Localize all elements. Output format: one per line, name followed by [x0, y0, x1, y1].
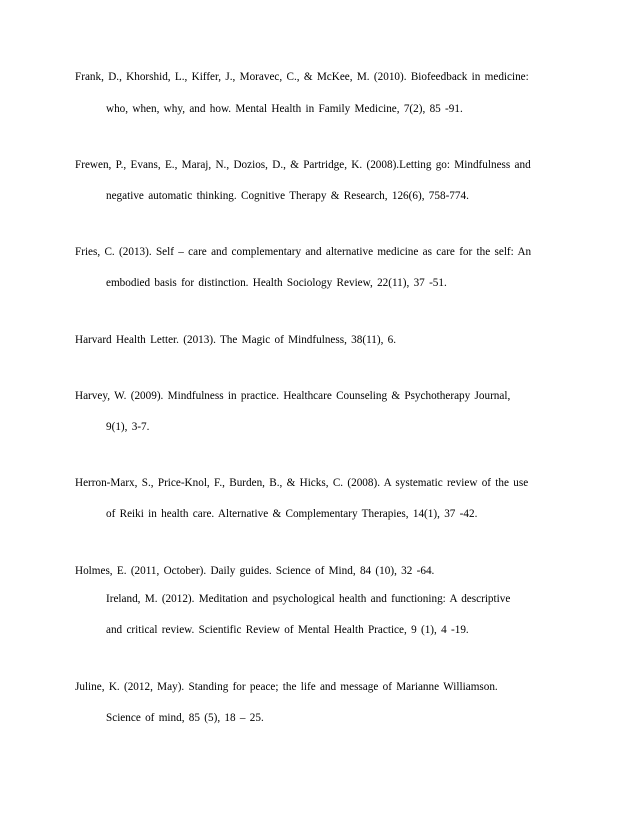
reference-line: Holmes, E. (2011, October). Daily guides. Science of Mind, 84 (10), 32 -64.: [75, 565, 435, 577]
reference-line: of Reiki in health care. Alternative & Complementary Therapies, 14(1), 37 -42.: [106, 508, 478, 520]
reference-line: Science of mind, 85 (5), 18 – 25.: [106, 712, 264, 724]
reference-line: Ireland, M. (2012). Meditation and psychological health and functioning: A descriptive: [106, 593, 511, 605]
reference-line: Frank, D., Khorshid, L., Kiffer, J., Moravec, C., & McKee, M. (2010). Biofeedback in medicine:: [75, 71, 529, 83]
reference-line: 9(1), 3-7.: [106, 421, 150, 433]
reference-line: and critical review. Scientific Review of Mental Health Practice, 9 (1), 4 -19.: [106, 624, 469, 636]
reference-line: negative automatic thinking. Cognitive Therapy & Research, 126(6), 758-774.: [106, 190, 469, 202]
reference-line: embodied basis for distinction. Health Sociology Review, 22(11), 37 -51.: [106, 277, 447, 289]
reference-line: Fries, C. (2013). Self – care and complementary and alternative medicine as care for the self: An: [75, 246, 532, 258]
reference-line: Harvey, W. (2009). Mindfulness in practice. Healthcare Counseling & Psychotherapy Journal,: [75, 390, 511, 402]
reference-line: Frewen, P., Evans, E., Maraj, N., Dozios, D., & Partridge, K. (2008).Letting go: Mindfulness and: [75, 159, 531, 171]
reference-line: who, when, why, and how. Mental Health in Family Medicine, 7(2), 85 -91.: [106, 103, 463, 115]
reference-line: Herron-Marx, S., Price-Knol, F., Burden, B., & Hicks, C. (2008). A systematic review of the use: [75, 477, 529, 489]
reference-line: Harvard Health Letter. (2013). The Magic of Mindfulness, 38(11), 6.: [75, 334, 397, 346]
reference-line: Juline, K. (2012, May). Standing for peace; the life and message of Marianne Williamson.: [75, 681, 498, 693]
